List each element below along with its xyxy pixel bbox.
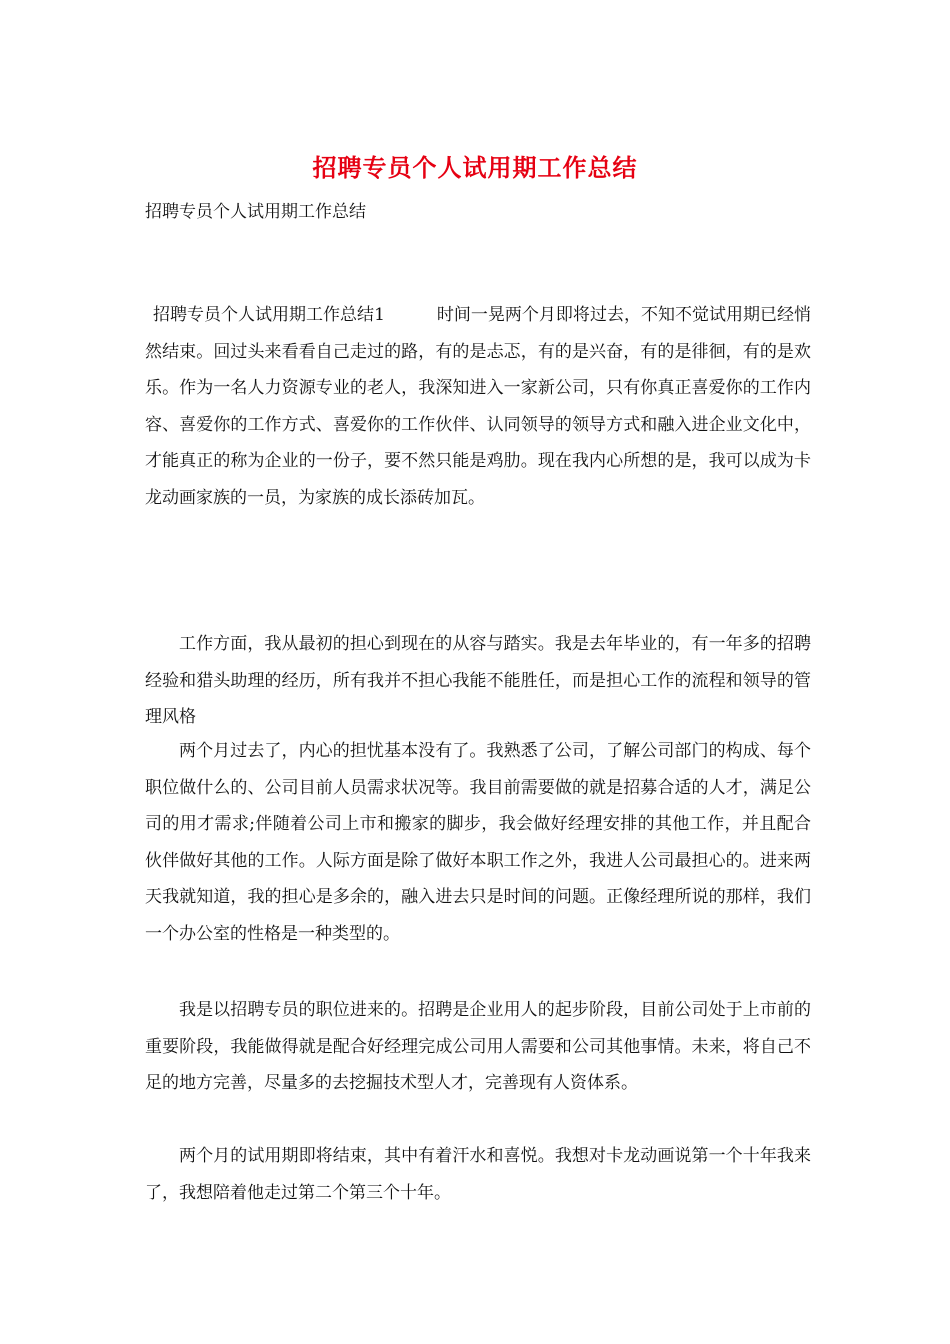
paragraph-4: 我是以招聘专员的职位进来的。招聘是企业用人的起步阶段，目前公司处于上市前的重要阶段，我能做得就是配合好经理完成公司用人需要和公司其他事情。未来，将自己不足的地方完善，尽量多的去挖掘技术型人才，完善现有人资体系。 [145, 1000, 811, 1093]
document-title: 招聘专员个人试用期工作总结 [312, 153, 638, 182]
paragraph-1-lead: 招聘专员个人试用期工作总结1 [153, 305, 385, 325]
paragraph-5: 两个月的试用期即将结束，其中有着汗水和喜悦。我想对卡龙动画说第一个十年我来了，我想陪着他走过第二个第三个十年。 [145, 1146, 811, 1203]
paragraph-1 [145, 297, 811, 516]
paragraph-1-text: 时间一晃两个月即将过去，不知不觉试用期已经悄然结束。回过头来看看自己走过的路，有的是忐忑，有的是兴奋，有的是徘徊，有的是欢乐。作为一名人力资源专业的老人，我深知进入一家新公司，只有你真正喜爱你的工作内容、喜爱你的工作方式、喜爱你的工作伙伴、认同领导的领导方式和融入进企业文化中，才能真正的称为企业的一份子，要不然只能是鸡肋。现在我内心所想的是，我可以成为卡龙动画家族的一员，为家族的成长添砖加瓦。 [145, 305, 811, 508]
paragraph-3: 两个月过去了，内心的担忧基本没有了。我熟悉了公司，了解公司部门的构成、每个职位做什么的、公司目前人员需求状况等。我目前需要做的就是招募合适的人才，满足公司的用才需求;伴随着公司上市和搬家的脚步，我会做好经理安排的其他工作，并且配合伙伴做好其他的工作。人际方面是除了做好本职工作之外，我进人公司最担心的。进来两天我就知道，我的担心是多余的，融入进去只是时间的问题。正像经理所说的那样，我们一个办公室的性格是一种类型的。 [145, 741, 811, 944]
paragraph-2: 工作方面，我从最初的担心到现在的从容与踏实。我是去年毕业的，有一年多的招聘经验和猎头助理的经历，所有我并不担心我能不能胜任，而是担心工作的流程和领导的管理风格 [145, 634, 811, 727]
document-subtitle: 招聘专员个人试用期工作总结 [145, 202, 366, 222]
